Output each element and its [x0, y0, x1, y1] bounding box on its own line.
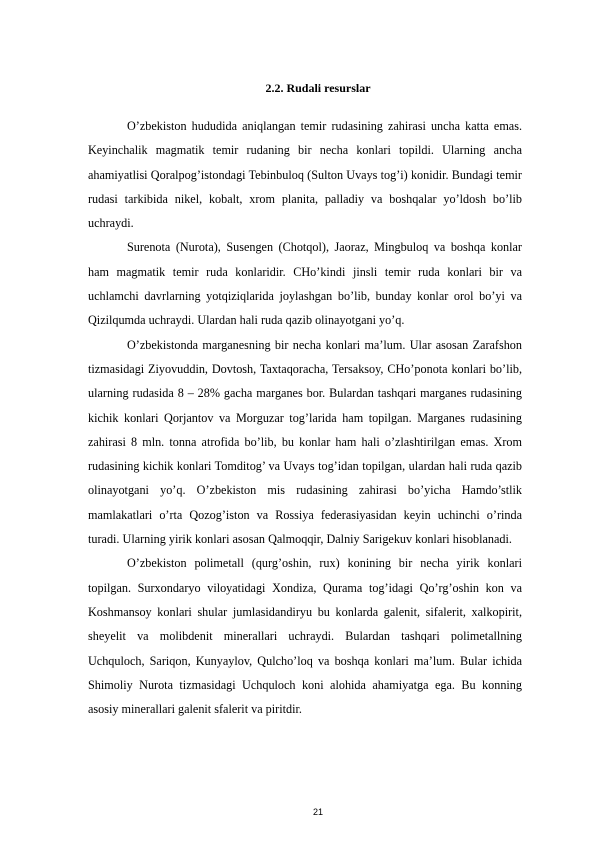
paragraph: O’zbekiston polimetall (qurg’oshin, rux) konining bir necha yirik konlari topilgan. Surxondaryo viloyatidagi Xondiza, Qurama tog’idagi Qo’rg’oshin kon va Koshmansoy konlari shular jumlasidandiryu bu konlarda galenit, sifalerit, xalkopirit, sheyelit va molibdenit minerallari uchraydi. Bulardan tashqari polimetallning Uchquloch, Sariqon, Kunyaylov, Qulcho’loq va boshqa konlari ma’lum. Bular ichida Shimoliy Nurota tizmasidagi Uchquloch koni alohida ahamiyatga ega. Bu konning asosiy minerallari galenit sfalerit va piritdir. [88, 556, 522, 717]
paragraph: Surenota (Nurota), Susengen (Chotqol), Jaoraz, Mingbuloq va boshqa konlar ham magmatik temir ruda konlaridir. CHo’kindi jinsli temir ruda konlari bir va uchlamchi davrlarning yotqiziqlarida joylashgan bo’lib, bunday konlar orol bo’yi va Qizilqumda uchraydi. Ulardan hali ruda qazib olinayotgani yo’q. [88, 240, 522, 328]
paragraph: O’zbekiston hududida aniqlangan temir rudasining zahirasi uncha katta emas. Keyinchalik magmatik temir rudaning bir necha konlari topildi. Ularning ancha ahamiyatlisi Qoralpog’istondagi Tebinbuloq (Sulton Uvays tog’i) konidir. Bundagi temir rudasi tarkibida nikel, kobalt, xrom planita, palladiy va boshqalar yo’ldosh bo’lib uchraydi. [88, 119, 522, 231]
body-text [88, 114, 522, 721]
section-heading: 2.2. Rudali resurslar [265, 81, 371, 95]
page-number: 21 [312, 807, 323, 817]
paragraph: O’zbekistonda marganesning bir necha konlari ma’lum. Ular asosan Zarafshon tizmasidagi Ziyovuddin, Dovtosh, Taxtaqoracha, Tersaksoy, CHo’ponota konlari bo’lib, ularning rudasida 8 – 28% gacha marganes bor. Bulardan tashqari marganes rudasining kichik konlari Qorjantov va Morguzar tog’larida ham topilgan. Marganes rudasining zahirasi 8 mln. tonna atrofida bo’lib, bu konlar ham hali o’zlashtirilgan emas. Xrom rudasining kichik konlari Tomditog’ va Uvays tog’idan topilgan, ulardan hali ruda qazib olinayotgani yo’q. O’zbekiston mis rudasining zahirasi bo’yicha Hamdo’stlik mamlakatlari o’rta Qozog’iston va Rossiya federasiyasidan keyin uchinchi o’rinda turadi. Ularning yirik konlari asosan Qalmoqqir, Dalniy Sarigekuv konlari hisoblanadi. [88, 337, 522, 547]
